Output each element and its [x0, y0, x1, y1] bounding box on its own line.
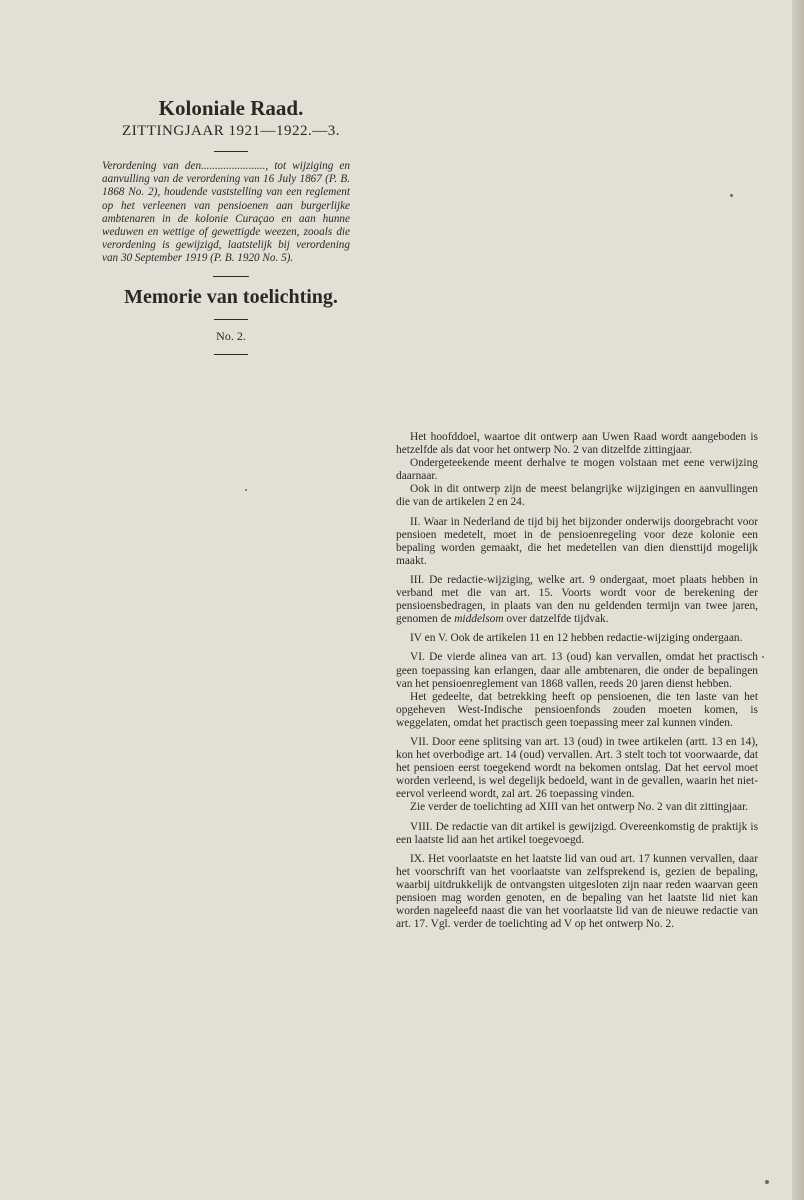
divider [213, 276, 249, 277]
paragraph: Het hoofddoel, waartoe dit ontwerp aan Uwen Raad wordt aangeboden is hetzelfde als dat voor het ontwerp No. 2 van ditzelfde zittingjaar. [396, 431, 758, 457]
text-run: over datzelfde tijdvak. [503, 613, 609, 626]
text-run: III. De redactie-wijziging, welke art. 9 ondergaat, moet plaats hebben in verband met die van art. 15. Voorts wordt voor de berekening der pensioensbedragen, in plaats van den nu geldenden termijn van twee jaren, genomen de [396, 573, 758, 626]
memorandum-body [396, 431, 758, 931]
speck-mark [765, 1180, 769, 1184]
paragraph: Ondergeteekende meent derhalve te mogen volstaan met eene verwijzing daarnaar. [396, 457, 758, 483]
session-year: ZITTINGJAAR 1921—1922.—3. [122, 123, 340, 139]
speck-mark [730, 194, 733, 197]
emphasis: middelsom [454, 613, 504, 626]
paragraph: VI. De vierde alinea van art. 13 (oud) kan vervallen, omdat het practisch geen toepassing kan erlangen, daar alle ambtenaren, die onder de bepalingen van het pensioenreglement van 1868 vallen, reeds 20 jaren dienst hebben. [396, 651, 758, 690]
paragraph: IV en V. Ook de artikelen 11 en 12 hebben redactie-wijziging ondergaan. [410, 632, 743, 645]
paragraph: IX. Het voorlaatste en het laatste lid van oud art. 17 kunnen vervallen, daar het voorschrift van het voorlaatste van zelfsprekend is, gezien de bepaling, waarbij uitdrukkelijk de ontvangsten uitgesloten zijn naar reden waarvan geen pensioen mag worden genoten, en de bepaling van het laatste lid niet kan worden nageleefd naast die van het voorlaatste lid van de nieuwe redactie van art. 17. Vgl. verder de toelichting ad V op het ontwerp No. 2. [396, 852, 758, 931]
paragraph: II. Waar in Nederland de tijd bij het bijzonder onderwijs doorgebracht voor pensioen medetelt, moet in de pensioenregeling voor deze kolonie een bepaling worden gemaakt, die het medetellen van dien diensttijd mogelijk maakt. [396, 515, 758, 567]
memorandum-title: Memorie van toelichting. [124, 285, 338, 308]
heading-block [100, 95, 362, 363]
paragraph: VII. Door eene splitsing van art. 13 (oud) in twee artikelen (artt. 13 en 14), kon het overbodige art. 14 (oud) vervallen. Art. 3 stelt toch tot voorwaarde, dat het pensioen eerst toegekend wordt na bekomen ontslag. Dat het eervol moet worden verleend, is wel degelijk bedoeld, want in de gevallen, waarin het niet-eervol verleend wordt, zal art. 26 toepassing vinden. [396, 735, 758, 801]
document-number: No. 2. [216, 328, 246, 343]
divider [214, 319, 248, 320]
speck-mark [245, 489, 247, 491]
paragraph [396, 574, 758, 626]
divider [214, 354, 248, 355]
paragraph: Ook in dit ontwerp zijn de meest belangrijke wijzigingen en aanvullingen die van de artikelen 2 en 24. [396, 483, 758, 509]
page-edge [792, 0, 804, 1200]
paragraph: Het gedeelte, dat betrekking heeft op pensioenen, die ten laste van het opgeheven West-Indische pensioenfonds zouden moeten komen, is weggelaten, omdat het practisch geen toepassing meer zal kunnen vinden. [396, 690, 758, 729]
paragraph: Zie verder de toelichting ad XIII van het ontwerp No. 2 van dit zittingjaar. [410, 801, 749, 814]
speck-mark [762, 656, 764, 658]
paragraph: VIII. De redactie van dit artikel is gewijzigd. Overeenkomstig de praktijk is een laatste lid aan het artikel toegevoegd. [396, 820, 758, 846]
divider [214, 151, 248, 152]
ordinance-description: Verordening van den......................., tot wijziging en aanvulling van de verordening van 16 July 1867 (P. B. 1868 No. 2), houdende vaststelling van een reglement op het verleenen van pensioenen aan burgerlijke ambtenaren in de kolonie Curaçao en aan hunne weduwen en wettige of gewettigde weezen, zooals die verordening is gewijzigd, laatstelijk bij verordening van 30 September 1919 (P. B. 1920 No. 5). [102, 160, 350, 265]
council-title: Koloniale Raad. [158, 96, 304, 120]
